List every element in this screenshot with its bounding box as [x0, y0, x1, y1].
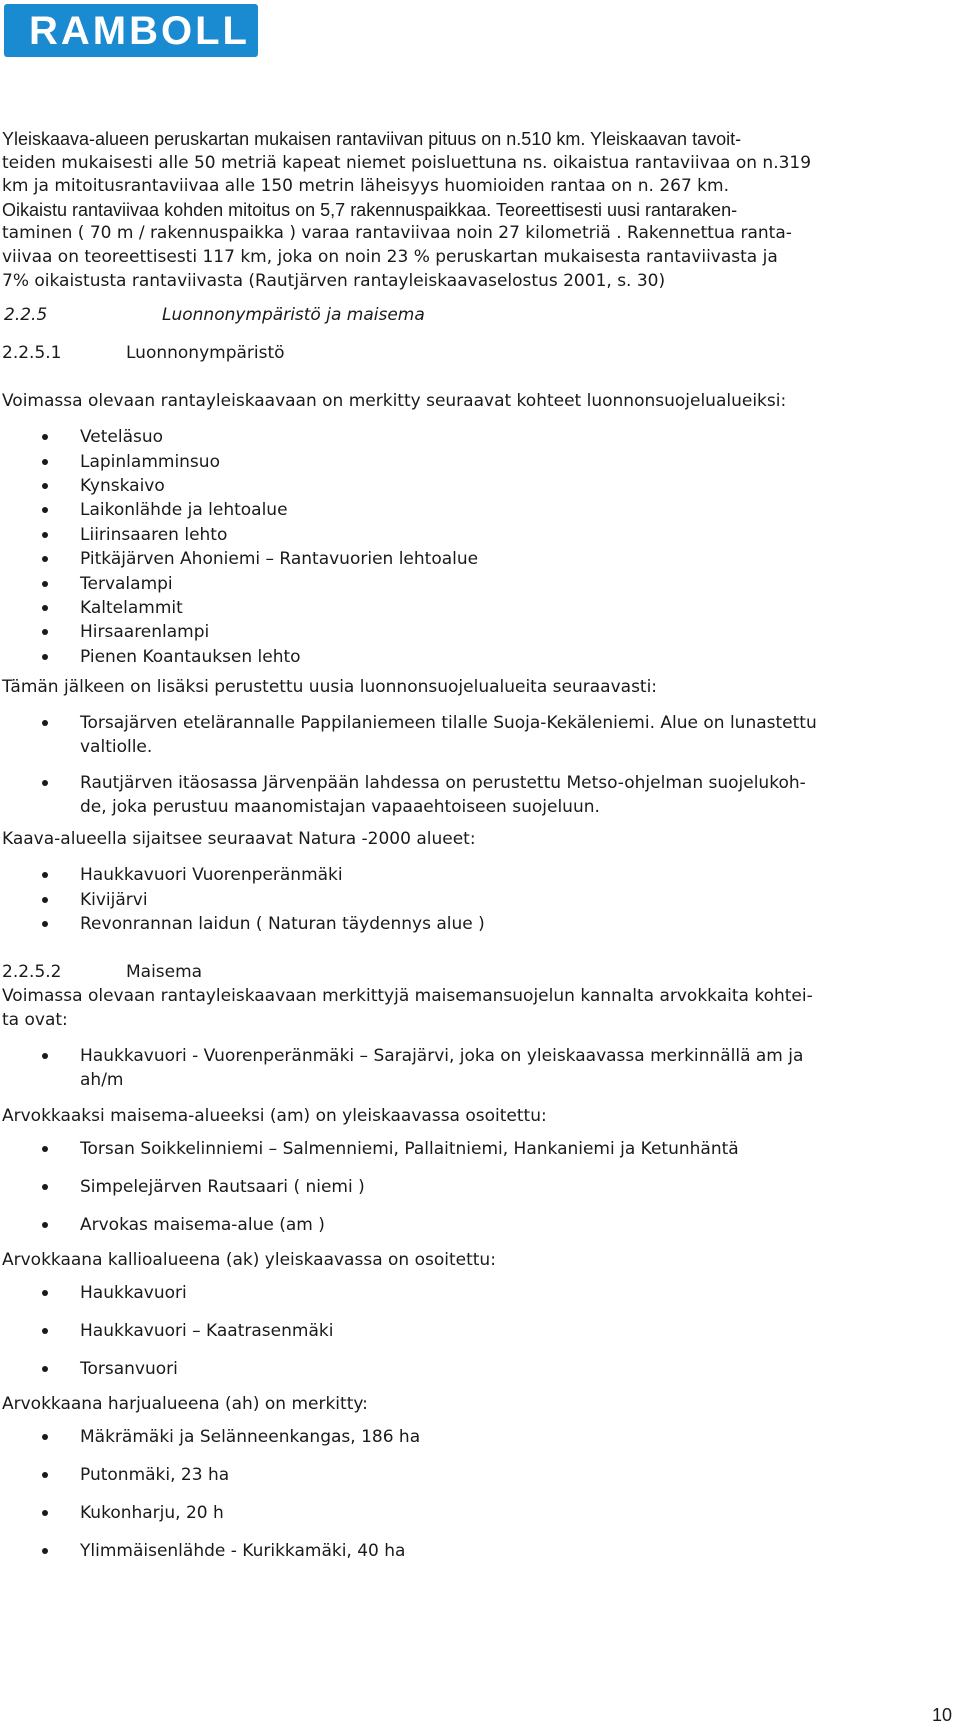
new-areas-intro: Tämän jälkeen on lisäksi perustettu uusia luonnonsuojelualueita seuraavasti:: [2, 677, 658, 698]
section-title: Luonnonympäristö: [126, 343, 285, 364]
paragraph-line: viivaa on teoreettisesti 117 km, joka on noin 23 % peruskartan mukaisesta rantaviivasta ja: [2, 246, 778, 267]
am-list: [2, 1130, 957, 1244]
list-item: Haukkavuori Vuorenperänmäki: [2, 863, 957, 887]
protected-areas-intro: Voimassa olevaan rantayleiskaavaan on merkitty seuraavat kohteet luonnonsuojelualueiksi:: [2, 391, 787, 412]
list-item: Kivijärvi: [2, 888, 957, 912]
section-number: 2.2.5.1: [2, 343, 62, 364]
list-item: Torsan Soikkelinniemi – Salmenniemi, Pallaitniemi, Hankaniemi ja Ketunhäntä: [2, 1130, 957, 1168]
section-number: 2.2.5: [4, 305, 48, 326]
am-intro: Arvokkaaksi maisema-alueeksi (am) on yleiskaavassa osoitettu:: [2, 1106, 547, 1127]
paragraph-line: km ja mitoitusrantaviivaa alle 150 metrin läheisyys huomioiden rantaa on n. 267 km.: [2, 176, 729, 197]
ak-intro: Arvokkaana kallioalueena (ak) yleiskaavassa on osoitettu:: [2, 1250, 496, 1271]
section-number: 2.2.5.2: [2, 962, 62, 983]
landscape-list: [2, 1044, 957, 1092]
list-item-line: Torsajärven etelärannalle Pappilaniemeen tilalle Suoja-Kekäleniemi. Alue on lunastettu: [80, 713, 817, 734]
list-item: Putonmäki, 23 ha: [2, 1456, 957, 1494]
new-areas-list: [2, 711, 957, 819]
landscape-intro-line: Voimassa olevaan rantayleiskaavaan merkittyjä maisemansuojelun kannalta arvokkaita kohtei-: [2, 986, 813, 1007]
document-body: [2, 128, 957, 1570]
list-item: Pienen Koantauksen lehto: [2, 645, 957, 669]
intro-paragraph: [2, 128, 957, 293]
list-item: Tervalampi: [2, 572, 957, 596]
list-item: Veteläsuo: [2, 425, 957, 449]
protected-areas-list: [2, 425, 957, 669]
section-title: Luonnonympäristö ja maisema: [162, 305, 425, 326]
list-item: Ylimmäisenlähde - Kurikkamäki, 40 ha: [2, 1532, 957, 1570]
paragraph-line: taminen ( 70 m / rakennuspaikka ) varaa rantaviivaa noin 27 kilometriä . Rakennettua ranta-: [2, 223, 792, 244]
list-item: Liirinsaaren lehto: [2, 523, 957, 547]
list-item: Kynskaivo: [2, 474, 957, 498]
paragraph-line: teiden mukaisesti alle 50 metriä kapeat niemet poisluettuna ns. oikaistua rantaviivaa on n.319: [2, 152, 812, 173]
list-item: Arvokas maisema-alue (am ): [2, 1206, 957, 1244]
list-item: Hirsaarenlampi: [2, 620, 957, 644]
list-item: Lapinlamminsuo: [2, 450, 957, 474]
list-item: [2, 1044, 957, 1092]
page-number: 10: [931, 1705, 952, 1725]
ak-list: [2, 1274, 957, 1388]
list-item: Torsanvuori: [2, 1350, 957, 1388]
paragraph-line: 7% oikaistusta rantaviivasta (Rautjärven rantayleiskaavaselostus 2001, s. 30): [2, 270, 666, 291]
list-item: Haukkavuori – Kaatrasenmäki: [2, 1312, 957, 1350]
list-item-line: de, joka perustuu maanomistajan vapaaehtoiseen suojeluun.: [80, 797, 600, 818]
list-item: Pitkäjärven Ahoniemi – Rantavuorien lehtoalue: [2, 547, 957, 571]
list-item: Mäkrämäki ja Selänneenkangas, 186 ha: [2, 1418, 957, 1456]
section-heading-2-2-5-1: [2, 341, 957, 365]
logo-text: RAMBOLL: [29, 8, 250, 53]
landscape-intro-line: ta ovat:: [2, 1010, 68, 1031]
section-heading-2-2-5: [2, 303, 957, 327]
natura-intro: Kaava-alueella sijaitsee seuraavat Natura -2000 alueet:: [2, 829, 476, 850]
paragraph-line: Oikaistu rantaviivaa kohden mitoitus on 5,7 rakennuspaikkaa. Teoreettisesti uusi rantaraken-: [2, 199, 738, 220]
list-item: Revonrannan laidun ( Naturan täydennys alue ): [2, 912, 957, 936]
list-item: Laikonlähde ja lehtoalue: [2, 498, 957, 522]
ah-intro: Arvokkaana harjualueena (ah) on merkitty:: [2, 1394, 368, 1415]
natura-list: [2, 863, 957, 936]
list-item-line: Haukkavuori - Vuorenperänmäki – Sarajärvi, joka on yleiskaavassa merkinnällä am ja: [80, 1046, 804, 1067]
list-item-line: Rautjärven itäosassa Järvenpään lahdessa on perustettu Metso-ohjelman suojelukoh-: [80, 773, 806, 794]
list-item: [2, 711, 957, 759]
list-item: Simpelejärven Rautsaari ( niemi ): [2, 1168, 957, 1206]
paragraph-line: Yleiskaava-alueen peruskartan mukaisen rantaviivan pituus on n.510 km. Yleiskaavan tavoit-: [2, 129, 742, 149]
list-item: [2, 771, 957, 819]
section-title: Maisema: [126, 962, 203, 983]
list-item: Kaltelammit: [2, 596, 957, 620]
list-item-line: ah/m: [80, 1070, 124, 1091]
list-item-line: valtiolle.: [80, 737, 153, 758]
section-heading-2-2-5-2: [2, 960, 957, 984]
ramboll-logo: [4, 4, 258, 57]
list-item: Haukkavuori: [2, 1274, 957, 1312]
list-item: Kukonharju, 20 h: [2, 1494, 957, 1532]
ah-list: [2, 1418, 957, 1570]
